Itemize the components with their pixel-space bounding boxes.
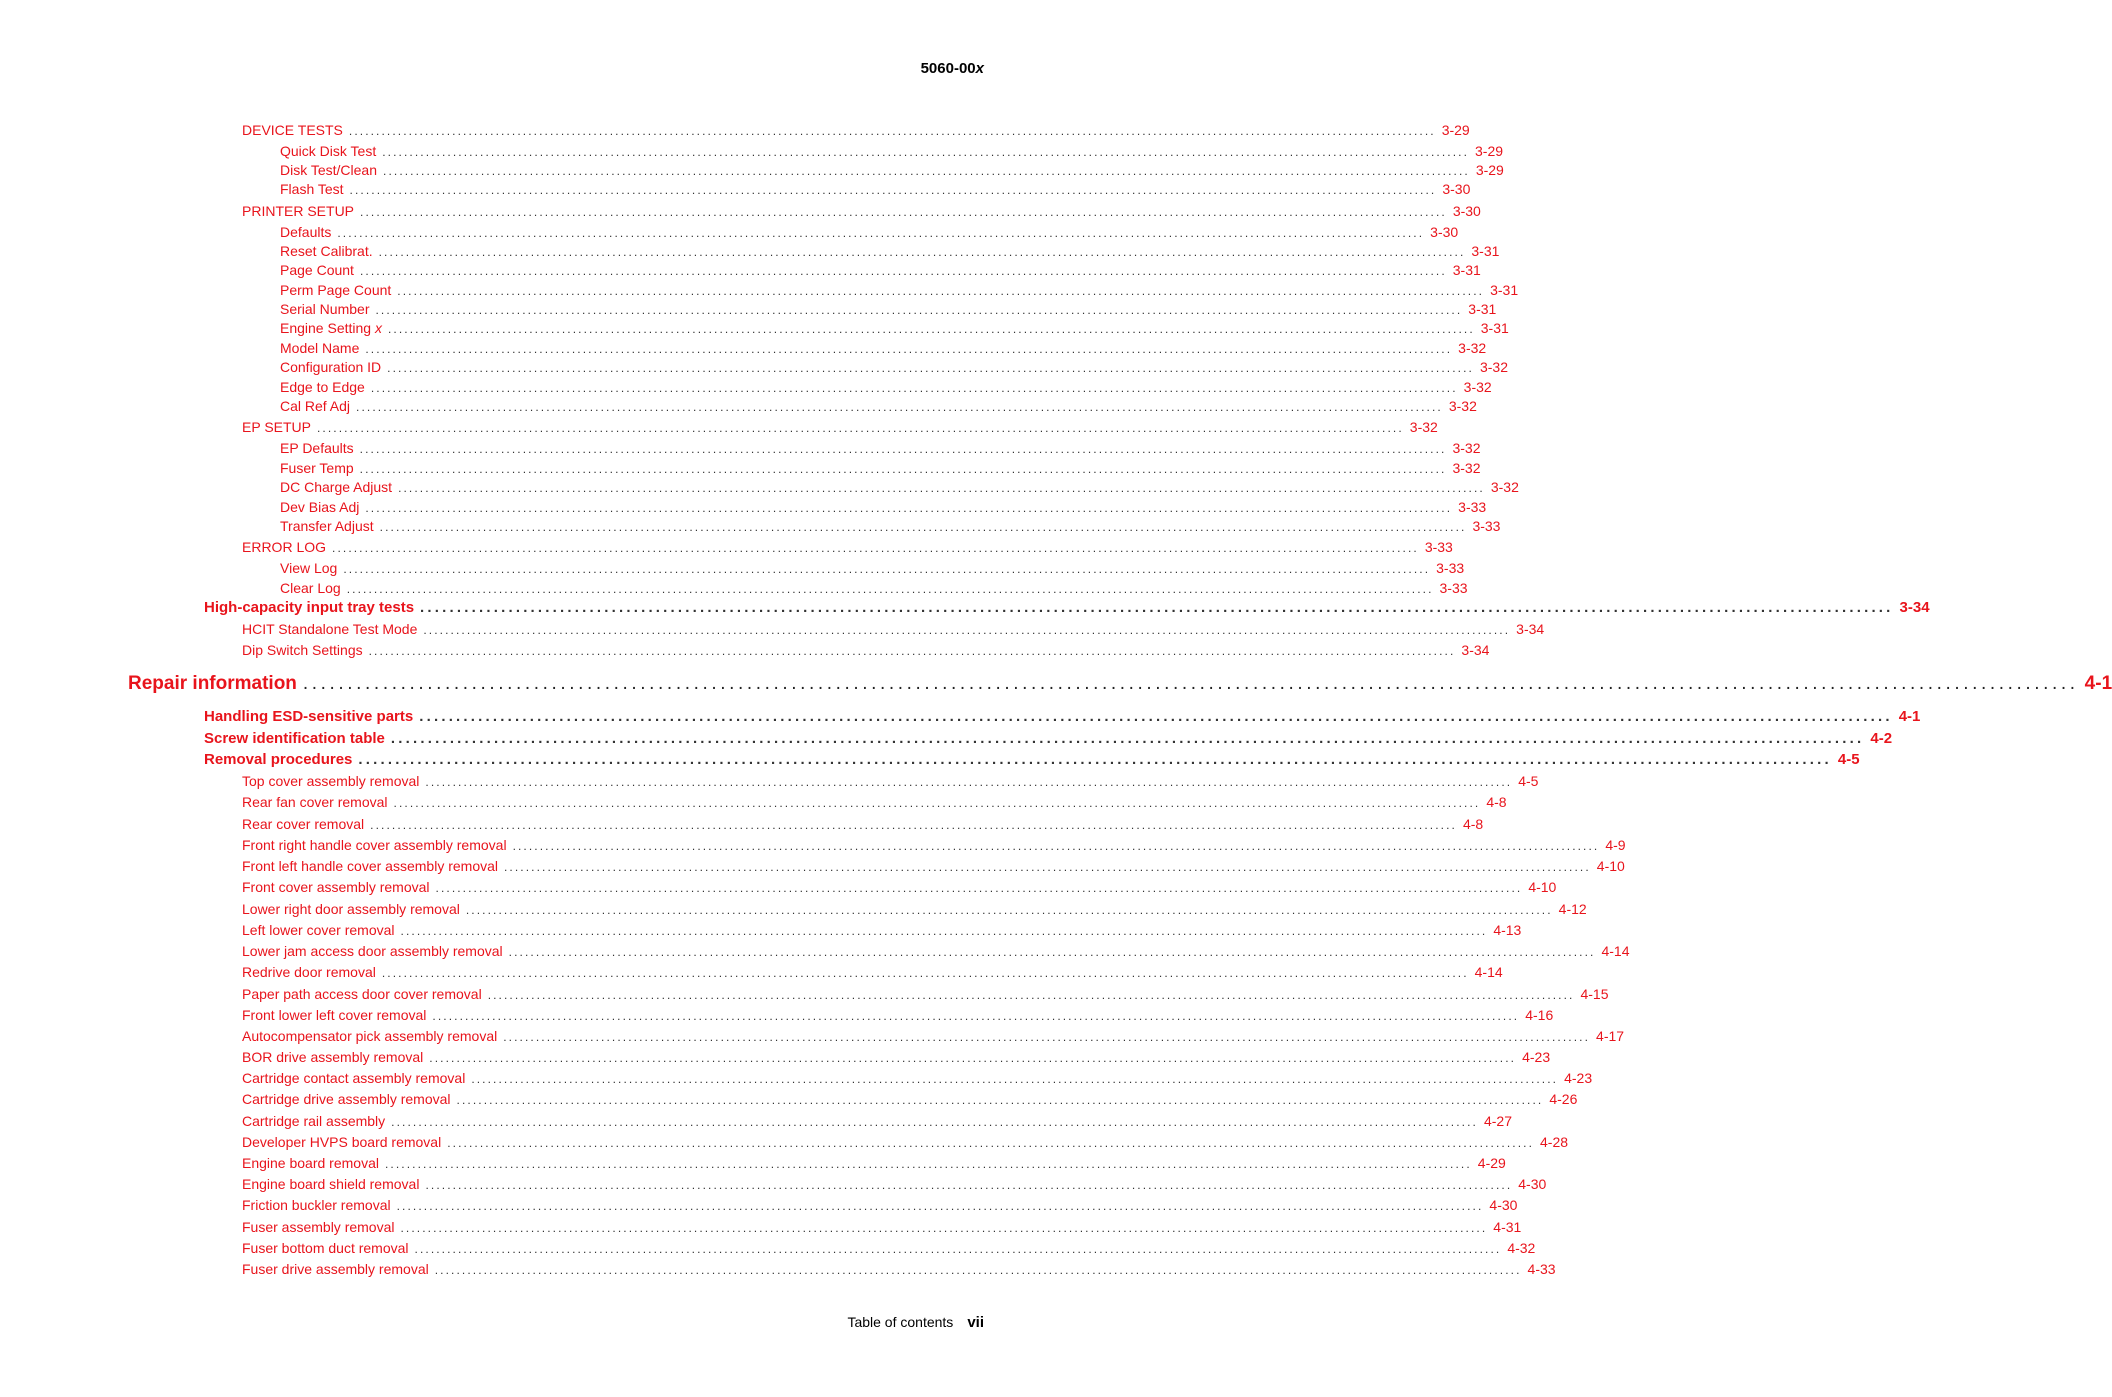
dot-leader: ........................................................................................................................................................................................................ xyxy=(337,226,1425,240)
toc-entry-page: 3-33 xyxy=(1436,560,1465,576)
toc-entry-title: Left lower cover removal xyxy=(242,922,395,938)
toc-entry-title: Disk Test/Clean xyxy=(280,162,378,178)
toc-entry[interactable] xyxy=(280,379,1492,395)
toc-entry-page: 3-30 xyxy=(1452,203,1481,219)
toc-entry-title: Cal Ref Adj xyxy=(280,398,351,414)
toc-entry[interactable] xyxy=(242,1240,1536,1256)
dot-leader: ........................................................................................................................................................................................................ xyxy=(359,462,1447,476)
toc-entry[interactable] xyxy=(242,1176,1547,1192)
toc-entry[interactable] xyxy=(280,262,1481,278)
model-prefix: 5060-00 xyxy=(920,60,976,77)
toc-entry[interactable] xyxy=(242,1197,1518,1213)
toc-entry[interactable] xyxy=(242,1261,1556,1277)
dot-leader: ........................................................................................................................................................................................................ xyxy=(370,818,1457,832)
toc-entry[interactable] xyxy=(280,301,1497,317)
toc-entry[interactable] xyxy=(242,1049,1551,1065)
toc-entry[interactable] xyxy=(242,816,1484,832)
toc-entry-title: High-capacity input tray tests xyxy=(204,599,415,616)
toc-entry-title: Engine Setting xyxy=(280,320,372,336)
toc-entry-title: EP Defaults xyxy=(280,440,354,456)
toc-entry[interactable] xyxy=(280,181,1471,197)
dot-leader: ........................................................................................................................................................................................................ xyxy=(425,1178,1513,1192)
toc-entry-page: 4-13 xyxy=(1493,922,1522,938)
dot-leader: ........................................................................................................................................................................................................ xyxy=(332,541,1419,555)
toc-entry[interactable] xyxy=(242,621,1545,637)
toc-entry-title: Cartridge rail assembly xyxy=(242,1113,386,1129)
toc-entry-page: 4-1 xyxy=(2084,673,2112,694)
toc-entry[interactable] xyxy=(242,964,1503,980)
toc-entry-page: 3-32 xyxy=(1458,340,1487,356)
dot-leader: ........................................................................................................................................................................................................ xyxy=(512,839,1600,853)
toc-entry[interactable] xyxy=(280,143,1504,159)
toc-entry-page: 4-8 xyxy=(1462,816,1484,832)
toc-entry-page: 3-30 xyxy=(1442,181,1471,197)
toc-entry-title: Rear fan cover removal xyxy=(242,794,388,810)
dot-leader: ........................................................................................................................................................................................................ xyxy=(420,599,1894,616)
toc-entry-title: Front cover assembly removal xyxy=(242,879,430,895)
toc-entry-page: 4-30 xyxy=(1518,1176,1547,1192)
toc-entry-title: Developer HVPS board removal xyxy=(242,1134,442,1150)
toc-entry-page: 3-31 xyxy=(1490,282,1519,298)
toc-entry-title: Defaults xyxy=(280,224,332,240)
toc-entry[interactable] xyxy=(204,751,1860,768)
dot-leader: ........................................................................................................................................................................................................ xyxy=(387,361,1474,375)
toc-entry-title: Front left handle cover assembly removal xyxy=(242,858,498,874)
toc-entry-page: 3-32 xyxy=(1463,379,1492,395)
toc-entry-title: Front lower left cover removal xyxy=(242,1007,427,1023)
page-footer xyxy=(847,1314,984,1331)
toc-entry-page: 4-17 xyxy=(1596,1028,1625,1044)
toc-entry-page: 4-9 xyxy=(1605,837,1626,853)
toc-entry[interactable] xyxy=(242,986,1609,1002)
dot-leader: ........................................................................................................................................................................................................ xyxy=(387,322,1475,336)
dot-leader: ........................................................................................................................................................................................................ xyxy=(302,673,2079,694)
dot-leader: ........................................................................................................................................................................................................ xyxy=(396,1199,1484,1213)
toc-entry[interactable] xyxy=(242,642,1490,658)
toc-entry[interactable] xyxy=(204,708,1921,725)
toc-entry-page: 3-29 xyxy=(1441,122,1470,138)
toc-entry-page: 3-32 xyxy=(1490,479,1519,495)
dot-leader: ........................................................................................................................................................................................................ xyxy=(400,924,1488,938)
toc-entry-title: Clear Log xyxy=(280,580,341,596)
toc-entry-page: 4-23 xyxy=(1564,1070,1593,1086)
toc-entry[interactable] xyxy=(242,122,1470,138)
toc-entry[interactable] xyxy=(280,479,1519,495)
toc-entry-page: 4-5 xyxy=(1518,773,1539,789)
dot-leader: ........................................................................................................................................................................................................ xyxy=(435,881,1523,895)
toc-entry-title: Lower jam access door assembly removal xyxy=(242,943,503,959)
toc-entry-page: 3-29 xyxy=(1475,143,1504,159)
toc-entry-title: Fuser assembly removal xyxy=(242,1219,395,1235)
toc-entry-title: Screw identification table xyxy=(204,730,385,747)
toc-entry[interactable] xyxy=(204,730,1893,747)
toc-entry[interactable] xyxy=(242,794,1507,810)
toc-entry-title: PRINTER SETUP xyxy=(242,203,355,219)
toc-entry-title: Removal procedures xyxy=(204,751,353,768)
toc-entry-page: 4-16 xyxy=(1525,1007,1554,1023)
dot-leader: ........................................................................................................................................................................................................ xyxy=(365,501,1453,515)
toc-entry-title: Redrive door removal xyxy=(242,964,376,980)
toc-entry-title: Quick Disk Test xyxy=(280,143,377,159)
toc-entry-title-group xyxy=(280,320,388,336)
toc-entry-page: 4-15 xyxy=(1580,986,1609,1002)
toc-entry[interactable] xyxy=(204,599,1930,616)
toc-entry-title: Dip Switch Settings xyxy=(242,642,363,658)
toc-entry[interactable] xyxy=(242,879,1557,895)
toc-entry-title: Engine board shield removal xyxy=(242,1176,420,1192)
toc-entry[interactable] xyxy=(242,1028,1625,1044)
toc-entry[interactable] xyxy=(242,1219,1522,1235)
toc-entry[interactable] xyxy=(280,440,1481,456)
dot-leader: ........................................................................................................................................................................................................ xyxy=(356,400,1443,414)
toc-entry-page: 4-26 xyxy=(1549,1091,1578,1107)
dot-leader: ........................................................................................................................................................................................................ xyxy=(434,1263,1522,1277)
dot-leader: ........................................................................................................................................................................................................ xyxy=(432,1009,1520,1023)
dot-leader: ........................................................................................................................................................................................................ xyxy=(359,264,1447,278)
dot-leader: ........................................................................................................................................................................................................ xyxy=(398,481,1485,495)
dot-leader: ........................................................................................................................................................................................................ xyxy=(471,1072,1559,1086)
toc-entry[interactable] xyxy=(242,837,1626,853)
model-variant: x xyxy=(975,60,984,77)
toc-entry-page: 4-10 xyxy=(1596,858,1625,874)
toc-entry-title: Paper path access door cover removal xyxy=(242,986,482,1002)
toc-entry-page: 3-31 xyxy=(1471,243,1500,259)
toc-entry[interactable] xyxy=(242,1070,1593,1086)
toc-entry-title: ERROR LOG xyxy=(242,539,327,555)
toc-entry-page: 4-8 xyxy=(1486,794,1507,810)
toc-entry-title: Cartridge drive assembly removal xyxy=(242,1091,451,1107)
toc-entry[interactable] xyxy=(280,460,1481,476)
toc-entry-page: 3-32 xyxy=(1479,359,1508,375)
toc-entry-page: 4-30 xyxy=(1489,1197,1518,1213)
toc-entry-title: Engine board removal xyxy=(242,1155,379,1171)
dot-leader: ........................................................................................................................................................................................................ xyxy=(503,1030,1591,1044)
toc-entry-page: 4-32 xyxy=(1507,1240,1536,1256)
dot-leader: ........................................................................................................................................................................................................ xyxy=(425,775,1513,789)
toc-entry-page: 4-31 xyxy=(1493,1219,1522,1235)
toc-entry[interactable] xyxy=(242,1091,1578,1107)
dot-leader: ........................................................................................................................................................................................................ xyxy=(383,164,1470,178)
dot-leader: ........................................................................................................................................................................................................ xyxy=(419,708,1893,725)
dot-leader: ........................................................................................................................................................................................................ xyxy=(375,303,1463,317)
dot-leader: ........................................................................................................................................................................................................ xyxy=(343,562,1431,576)
toc-entry[interactable] xyxy=(242,943,1630,959)
toc-entry-title: Edge to Edge xyxy=(280,379,365,395)
dot-leader: ........................................................................................................................................................................................................ xyxy=(379,520,1467,534)
toc-entry-title: Repair information xyxy=(128,673,297,694)
toc-entry-page: 4-2 xyxy=(1870,730,1893,747)
toc-entry-title: Lower right door assembly removal xyxy=(242,901,460,917)
toc-entry[interactable] xyxy=(242,203,1481,219)
toc-entry-title: EP SETUP xyxy=(242,419,311,435)
dot-leader: ........................................................................................................................................................................................................ xyxy=(429,1051,1517,1065)
toc-entry-title: Transfer Adjust xyxy=(280,518,374,534)
dot-leader: ........................................................................................................................................................................................................ xyxy=(349,183,1437,197)
footer-label: Table of contents xyxy=(847,1314,954,1330)
toc-entry-title: DEVICE TESTS xyxy=(242,122,343,138)
toc-entry[interactable] xyxy=(242,1007,1554,1023)
toc-entry[interactable] xyxy=(280,320,1509,336)
toc-entry-title: BOR drive assembly removal xyxy=(242,1049,424,1065)
toc-entry-page: 3-32 xyxy=(1409,419,1438,435)
toc-entry[interactable] xyxy=(280,518,1501,534)
toc-entry[interactable] xyxy=(242,901,1587,917)
toc-entry-page: 4-33 xyxy=(1527,1261,1556,1277)
toc-entry-page: 4-5 xyxy=(1837,751,1860,768)
toc-entry-page: 3-31 xyxy=(1468,301,1497,317)
toc-entry-page: 3-34 xyxy=(1516,621,1545,637)
toc-entry-page: 3-31 xyxy=(1452,262,1481,278)
toc-entry-page: 4-10 xyxy=(1528,879,1557,895)
toc-entry-title: Fuser Temp xyxy=(280,460,354,476)
toc-entry-page: 3-33 xyxy=(1424,539,1453,555)
dot-leader: ........................................................................................................................................................................................................ xyxy=(370,381,1458,395)
toc-entry[interactable] xyxy=(280,398,1477,414)
toc-entry-page: 3-33 xyxy=(1472,518,1501,534)
dot-leader: ........................................................................................................................................................................................................ xyxy=(381,966,1469,980)
toc-entry-page: 3-32 xyxy=(1452,460,1481,476)
toc-entry-title: Reset Calibrat. xyxy=(280,243,373,259)
toc-entry-title: Cartridge contact assembly removal xyxy=(242,1070,466,1086)
dot-leader: ........................................................................................................................................................................................................ xyxy=(397,284,1485,298)
dot-leader: ........................................................................................................................................................................................................ xyxy=(346,582,1434,596)
toc-entry[interactable] xyxy=(242,922,1522,938)
dot-leader: ........................................................................................................................................................................................................ xyxy=(317,421,1404,435)
toc-entry-page: 4-14 xyxy=(1474,964,1503,980)
dot-leader: ........................................................................................................................................................................................................ xyxy=(358,751,1832,768)
dot-leader: ........................................................................................................................................................................................................ xyxy=(456,1093,1544,1107)
toc-entry[interactable] xyxy=(242,539,1453,555)
dot-leader: ........................................................................................................................................................................................................ xyxy=(393,796,1481,810)
dot-leader: ........................................................................................................................................................................................................ xyxy=(365,342,1453,356)
toc-entry-title: Serial Number xyxy=(280,301,370,317)
toc-entry-page: 4-28 xyxy=(1540,1134,1569,1150)
toc-entry[interactable] xyxy=(280,243,1500,259)
toc-entry-title: Friction buckler removal xyxy=(242,1197,391,1213)
toc-entry-page: 4-14 xyxy=(1601,943,1630,959)
toc-entry[interactable] xyxy=(280,340,1487,356)
toc-entry[interactable] xyxy=(242,1155,1506,1171)
toc-entry[interactable] xyxy=(280,162,1504,178)
toc-entry-title: Top cover assembly removal xyxy=(242,773,420,789)
toc-entry[interactable] xyxy=(242,773,1539,789)
toc-entry-page: 4-12 xyxy=(1558,901,1587,917)
toc-entry-title: Autocompensator pick assembly removal xyxy=(242,1028,498,1044)
toc-entry-page: 3-34 xyxy=(1461,642,1490,658)
toc-entry[interactable] xyxy=(242,419,1438,435)
toc-entry-page: 3-31 xyxy=(1480,320,1509,336)
dot-leader: ........................................................................................................................................................................................................ xyxy=(360,205,1447,219)
dot-leader: ........................................................................................................................................................................................................ xyxy=(348,124,1436,138)
toc-entry-title: HCIT Standalone Test Mode xyxy=(242,621,418,637)
dot-leader: ........................................................................................................................................................................................................ xyxy=(390,730,1865,747)
toc-entry-title: Model Name xyxy=(280,340,360,356)
toc-entry[interactable] xyxy=(280,580,1468,596)
dot-leader: ........................................................................................................................................................................................................ xyxy=(447,1136,1535,1150)
dot-leader: ........................................................................................................................................................................................................ xyxy=(487,988,1575,1002)
toc-entry[interactable] xyxy=(280,224,1459,240)
toc-entry-page: 3-33 xyxy=(1458,499,1487,515)
dot-leader: ........................................................................................................................................................................................................ xyxy=(423,623,1511,637)
toc-entry[interactable] xyxy=(242,1134,1569,1150)
toc-entry-title: Front right handle cover assembly removal xyxy=(242,837,507,853)
toc-entry[interactable] xyxy=(128,673,2112,695)
toc-entry-title: Handling ESD-sensitive parts xyxy=(204,708,414,725)
dot-leader: ........................................................................................................................................................................................................ xyxy=(414,1242,1502,1256)
toc-entry-page: 4-29 xyxy=(1477,1155,1506,1171)
dot-leader: ........................................................................................................................................................................................................ xyxy=(368,644,1456,658)
toc-entry-title: Page Count xyxy=(280,262,354,278)
toc-entry-title: Perm Page Count xyxy=(280,282,392,298)
footer-page-number: vii xyxy=(967,1314,984,1331)
toc-entry[interactable] xyxy=(280,282,1519,298)
toc-entry-page: 3-32 xyxy=(1452,440,1481,456)
toc-entry-page: 3-29 xyxy=(1475,162,1504,178)
toc-entry-title: Fuser bottom duct removal xyxy=(242,1240,409,1256)
toc-entry-title: DC Charge Adjust xyxy=(280,479,393,495)
dot-leader: ........................................................................................................................................................................................................ xyxy=(465,903,1553,917)
toc-entry-page: 3-30 xyxy=(1430,224,1459,240)
model-number xyxy=(921,60,984,77)
toc-entry-page: 3-34 xyxy=(1899,599,1930,616)
toc-entry-title: Flash Test xyxy=(280,181,344,197)
toc-entry-title: View Log xyxy=(280,560,338,576)
dot-leader: ........................................................................................................................................................................................................ xyxy=(384,1157,1472,1171)
toc-entry[interactable] xyxy=(242,858,1625,874)
toc-entry[interactable] xyxy=(242,1113,1512,1129)
toc-entry[interactable] xyxy=(280,560,1465,576)
toc-entry-page: 4-27 xyxy=(1483,1113,1512,1129)
toc-entry[interactable] xyxy=(280,359,1508,375)
dot-leader: ........................................................................................................................................................................................................ xyxy=(391,1115,1478,1129)
dot-leader: ........................................................................................................................................................................................................ xyxy=(400,1221,1488,1235)
toc-entry-title: Dev Bias Adj xyxy=(280,499,360,515)
toc-entry-page: 3-33 xyxy=(1439,580,1468,596)
toc-entry-title: Rear cover removal xyxy=(242,816,365,832)
dot-leader: ........................................................................................................................................................................................................ xyxy=(504,860,1591,874)
toc-entry-title-variant: x xyxy=(374,320,382,336)
toc-entry-page: 4-1 xyxy=(1898,708,1921,725)
dot-leader: ........................................................................................................................................................................................................ xyxy=(378,245,1466,259)
dot-leader: ........................................................................................................................................................................................................ xyxy=(508,945,1596,959)
toc-entry-page: 3-32 xyxy=(1448,398,1477,414)
dot-leader: ........................................................................................................................................................................................................ xyxy=(382,145,1470,159)
toc-entry-title: Fuser drive assembly removal xyxy=(242,1261,429,1277)
toc-entry-title: Configuration ID xyxy=(280,359,382,375)
toc-entry-page: 4-23 xyxy=(1522,1049,1551,1065)
dot-leader: ........................................................................................................................................................................................................ xyxy=(359,442,1447,456)
toc-entry[interactable] xyxy=(280,499,1487,515)
